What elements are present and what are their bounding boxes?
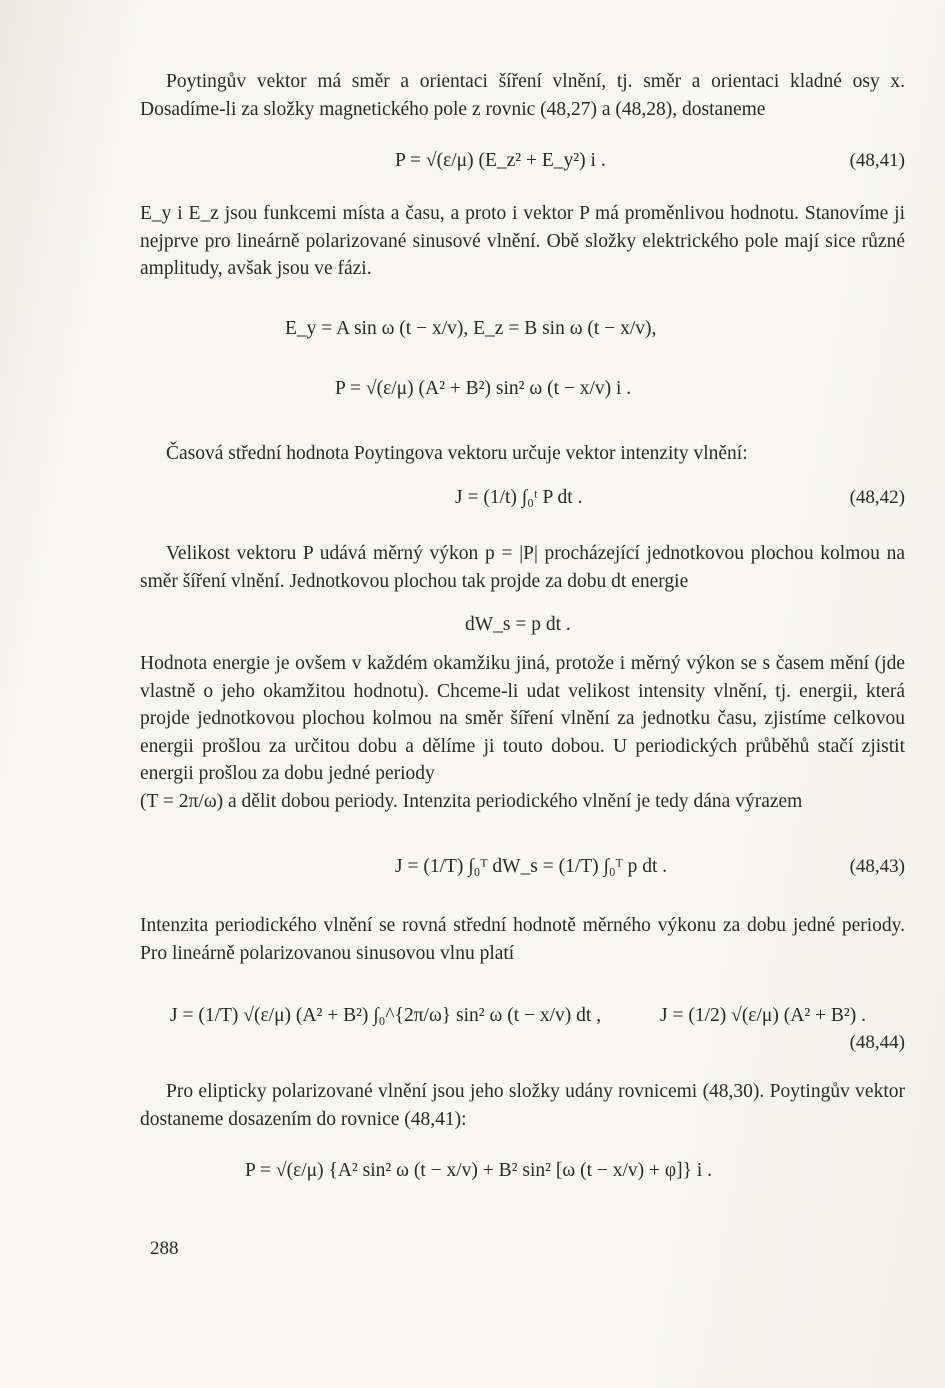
paragraph-7-text: Pro elipticky polarizované vlnění jsou jeho složky udány rovnicemi (48,30). Poytingův vektor dostaneme dosazením do rovnice (48,41): — [140, 1081, 905, 1130]
paragraph-4 — [140, 540, 905, 595]
equation-number-48-43: (48,43) — [849, 856, 905, 877]
equation-48-43: J = (1/T) ∫₀ᵀ dW_s = (1/T) ∫₀ᵀ p dt . — [395, 856, 668, 877]
paragraph-1-text: Poytingův vektor má směr a orientaci šíření vlnění, tj. směr a orientaci kladné osy x. Dosadíme-li za složky magnetického pole z rovnic (48,27) a (48,28), dostaneme — [140, 71, 905, 120]
paragraph-6-text: Intenzita periodického vlnění se rovná střední hodnotě měrného výkonu za dobu jedné periody. Pro lineárně polarizovanou sinusovou vlnu platí — [140, 915, 905, 964]
paragraph-3-text: Časová střední hodnota Poytingova vektoru určuje vektor intenzity vlnění: — [166, 443, 748, 464]
equation-number-48-41: (48,41) — [849, 150, 905, 171]
equation-number-48-42: (48,42) — [849, 487, 905, 508]
paragraph-5 — [140, 650, 905, 815]
equation-48-44-integral: J = (1/T) √(ε/μ) (A² + B²) ∫₀^{2π/ω} sin² ω (t − x/v) dt , — [170, 1005, 602, 1026]
paragraph-7 — [140, 1078, 905, 1133]
equation-48-42: J = (1/t) ∫₀ᵗ P dt . — [455, 487, 583, 508]
paragraph-4-text: Velikost vektoru P udává měrný výkon p = |P| procházející jednotkovou plochou kolmou na směr šíření vlnění. Jednotkovou plochou tak projde za dobu dt energie — [140, 543, 905, 592]
equation-energy-element: dW_s = p dt . — [465, 614, 571, 635]
equation-48-44-result: J = (1/2) √(ε/μ) (A² + B²) . — [660, 1005, 867, 1026]
paragraph-3 — [140, 440, 905, 468]
paragraph-1 — [140, 68, 905, 123]
paragraph-2-text: E_y i E_z jsou funkcemi místa a času, a proto i vektor P má proměnlivou hodnotu. Stanovíme ji nejprve pro lineárně polarizované sinusové vlnění. Obě složky elektrického pole mají sice různé amplitudy, avšak jsou ve fázi. — [140, 203, 905, 279]
paragraph-2 — [140, 200, 905, 283]
paragraph-6 — [140, 912, 905, 967]
equation-48-41: P = √(ε/μ) (E_z² + E_y²) i . — [395, 150, 606, 171]
paragraph-5-text: Hodnota energie je ovšem v každém okamžiku jiná, protože i měrný výkon se s časem mění (jde vlastně o jeho okamžitou hodnotu). Chceme-li udat velikost intensity vlnění, tj. energii, která projde jednotkovou plochou kolmou na směr šíření vlnění za jednotku času, zjistíme celkovou energii prošlou za určitou dobu a dělíme ji touto dobou. U periodických průběhů stačí zjistit energii prošlou za dobu jedné periody — [140, 653, 905, 784]
equation-number-48-44: (48,44) — [849, 1032, 905, 1053]
equation-poynting-elliptic: P = √(ε/μ) {A² sin² ω (t − x/v) + B² sin² [ω (t − x/v) + φ]} i . — [245, 1160, 713, 1181]
paragraph-5-continued: (T = 2π/ω) a dělit dobou periody. Intenzita periodického vlnění je tedy dána výrazem — [140, 790, 803, 812]
page-number: 288 — [150, 1238, 179, 1259]
equation-poynting-linear: P = √(ε/μ) (A² + B²) sin² ω (t − x/v) i . — [335, 378, 632, 399]
equation-field-components: E_y = A sin ω (t − x/v), E_z = B sin ω (t − x/v), — [285, 318, 657, 339]
